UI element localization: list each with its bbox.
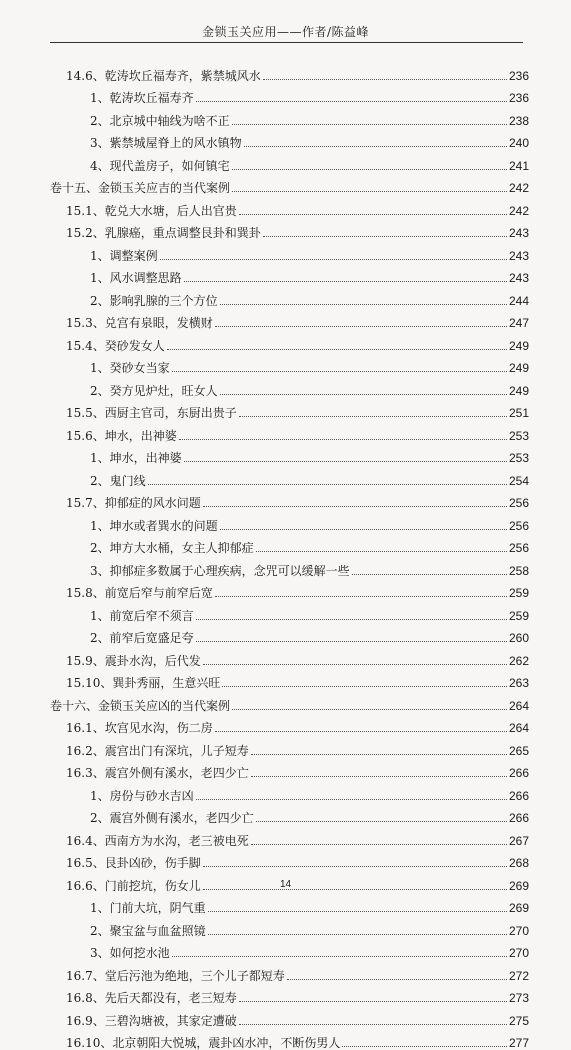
toc-entry-title: 1、房份与砂水吉凶 (90, 789, 194, 803)
dot-leader (239, 416, 507, 417)
toc-entry-page: 236 (509, 69, 529, 83)
toc-entry-title: 3、如何挖水池 (90, 946, 170, 960)
toc-subsection-entry[interactable] (50, 240, 529, 263)
toc-entry-page: 243 (509, 271, 529, 285)
toc-entry-title: 15.3、兑宫有泉眼，发横财 (66, 316, 213, 330)
dot-leader (256, 551, 507, 552)
toc-section-entry[interactable] (50, 668, 529, 691)
toc-entry-page: 259 (509, 586, 529, 600)
toc-entry-page: 272 (509, 969, 529, 983)
running-header: 金锁玉关应用——作者/陈益峰 (0, 23, 571, 40)
toc-subsection-entry[interactable] (50, 623, 529, 646)
toc-entry-page: 265 (509, 744, 529, 758)
toc-entry-page: 247 (509, 316, 529, 330)
dot-leader (251, 754, 507, 755)
toc-entry-title: 15.8、前宽后窄与前窄后宽 (66, 586, 213, 600)
dot-leader (232, 191, 507, 192)
dot-leader (203, 506, 507, 507)
toc-subsection-entry[interactable] (50, 83, 529, 106)
toc-entry-title: 4、现代盖房子，如何镇宅 (90, 159, 230, 173)
dot-leader (196, 101, 507, 102)
toc-entry-title: 16.10、北京朝阳大悦城，震卦凶水冲，不断伤男人 (66, 1036, 340, 1050)
toc-section-entry[interactable] (50, 713, 529, 736)
toc-subsection-entry[interactable] (50, 510, 529, 533)
toc-section-entry[interactable] (50, 60, 529, 83)
toc-section-entry[interactable] (50, 1028, 529, 1050)
dot-leader (148, 484, 507, 485)
toc-entry-title: 2、坤方大水桶，女主人抑郁症 (90, 541, 254, 555)
toc-entry-page: 253 (509, 451, 529, 465)
toc-subsection-entry[interactable] (50, 780, 529, 803)
toc-entry-page: 267 (509, 834, 529, 848)
toc-entry-page: 256 (509, 519, 529, 533)
toc-entry-title: 15.6、坤水，出神婆 (66, 429, 177, 443)
dot-leader (244, 146, 507, 147)
toc-entry-page: 249 (509, 361, 529, 375)
toc-entry-page: 244 (509, 294, 529, 308)
toc-entry-page: 270 (509, 946, 529, 960)
dot-leader (239, 1024, 507, 1025)
toc-entry-title: 15.4、癸砂发女人 (66, 339, 165, 353)
toc-entry-title: 2、前窄后宽盛足夸 (90, 631, 194, 645)
toc-subsection-entry[interactable] (50, 105, 529, 128)
dot-leader (215, 326, 507, 327)
toc-entry-title: 15.1、乾兑大水塘，后人出官贵 (66, 204, 237, 218)
dot-leader (196, 799, 507, 800)
toc-subsection-entry[interactable] (50, 353, 529, 376)
toc-entry-page: 256 (509, 496, 529, 510)
toc-section-entry[interactable] (50, 825, 529, 848)
toc-entry-page: 266 (509, 766, 529, 780)
toc-entry-page: 243 (509, 226, 529, 240)
toc-entry-page: 262 (509, 654, 529, 668)
toc-entry-title: 15.9、震卦水沟，后代发 (66, 654, 201, 668)
toc-entry-page: 236 (509, 91, 529, 105)
toc-entry-title: 3、抑郁症多数属于心理疾病，念咒可以缓解一些 (90, 564, 350, 578)
dot-leader (208, 934, 507, 935)
toc-section-entry[interactable] (50, 195, 529, 218)
toc-subsection-entry[interactable] (50, 150, 529, 173)
toc-entry-title: 2、北京城中轴线为啥不正 (90, 114, 230, 128)
toc-section-entry[interactable] (50, 960, 529, 983)
dot-leader (172, 371, 507, 372)
toc-entry-title: 1、坤水或者巽水的问题 (90, 519, 218, 533)
toc-entry-page: 269 (509, 901, 529, 915)
toc-entry-title: 16.3、震宫外侧有溪水，老四少亡 (66, 766, 249, 780)
toc-entry-title: 16.7、堂后污池为绝地，三个儿子都短寿 (66, 969, 285, 983)
dot-leader (352, 574, 507, 575)
toc-entry-page: 260 (509, 631, 529, 645)
toc-subsection-entry[interactable] (50, 938, 529, 961)
dot-leader (184, 281, 507, 282)
toc-entry-page: 268 (509, 856, 529, 870)
toc-section-entry[interactable] (50, 735, 529, 758)
toc-entry-page: 275 (509, 1014, 529, 1028)
toc-entry-title: 16.6、门前挖坑，伤女儿 (66, 879, 201, 893)
toc-volume-entry[interactable] (50, 173, 529, 196)
toc-subsection-entry[interactable] (50, 893, 529, 916)
toc-section-entry[interactable] (50, 218, 529, 241)
toc-entry-title: 2、鬼门线 (90, 474, 146, 488)
toc-entry-page: 256 (509, 541, 529, 555)
toc-volume-entry[interactable] (50, 690, 529, 713)
toc-entry-title: 16.8、先后天都没有，老三短寿 (66, 991, 237, 1005)
toc-entry-page: 241 (509, 159, 529, 173)
toc-entry-page: 264 (509, 699, 529, 713)
dot-leader (263, 79, 507, 80)
toc-entry-page: 242 (509, 181, 529, 195)
dot-leader (256, 821, 507, 822)
toc-section-entry[interactable] (50, 645, 529, 668)
toc-entry-title: 1、乾涛坎丘福寿齐 (90, 91, 194, 105)
toc-entry-title: 16.9、三碧沟塘被，其家定遭破 (66, 1014, 237, 1028)
toc-entry-title: 2、影响乳腺的三个方位 (90, 294, 218, 308)
toc-entry-title: 16.5、艮卦凶砂，伤手脚 (66, 856, 201, 870)
table-of-contents (50, 60, 529, 1050)
toc-entry-page: 249 (509, 384, 529, 398)
toc-entry-page: 243 (509, 249, 529, 263)
toc-entry-title: 16.1、坎宫见水沟，伤二房 (66, 721, 213, 735)
dot-leader (196, 641, 507, 642)
toc-section-entry[interactable] (50, 308, 529, 331)
toc-entry-page: 277 (509, 1036, 529, 1050)
toc-entry-page: 264 (509, 721, 529, 735)
toc-entry-page: 273 (509, 991, 529, 1005)
toc-entry-title: 1、风水调整思路 (90, 271, 182, 285)
toc-entry-title: 14.6、乾涛坎丘福寿齐，紫禁城风水 (66, 69, 261, 83)
dot-leader (184, 461, 507, 462)
toc-entry-page: 253 (509, 429, 529, 443)
dot-leader (232, 709, 507, 710)
toc-entry-title: 16.2、震宫出门有深坑，儿子短寿 (66, 744, 249, 758)
toc-section-entry[interactable] (50, 578, 529, 601)
toc-entry-page: 251 (509, 406, 529, 420)
toc-section-entry[interactable] (50, 330, 529, 353)
toc-subsection-entry[interactable] (50, 443, 529, 466)
toc-entry-title: 卷十六、金锁玉关应凶的当代案例 (50, 699, 230, 713)
dot-leader (203, 866, 507, 867)
toc-entry-title: 16.4、西南方为水沟，老三被电死 (66, 834, 249, 848)
dot-leader (160, 259, 507, 260)
dot-leader (239, 1001, 507, 1002)
toc-subsection-entry[interactable] (50, 375, 529, 398)
toc-section-entry[interactable] (50, 398, 529, 421)
toc-section-entry[interactable] (50, 758, 529, 781)
dot-leader (220, 304, 507, 305)
toc-section-entry[interactable] (50, 420, 529, 443)
toc-section-entry[interactable] (50, 488, 529, 511)
toc-subsection-entry[interactable] (50, 600, 529, 623)
toc-entry-title: 2、癸方见炉灶，旺女人 (90, 384, 218, 398)
dot-leader (215, 731, 507, 732)
toc-subsection-entry[interactable] (50, 465, 529, 488)
toc-entry-page: 270 (509, 924, 529, 938)
dot-leader (220, 394, 507, 395)
toc-entry-title: 1、调整案例 (90, 249, 158, 263)
toc-section-entry[interactable] (50, 848, 529, 871)
header-divider (50, 42, 523, 43)
dot-leader (172, 956, 507, 957)
dot-leader (222, 686, 507, 687)
toc-entry-page: 266 (509, 789, 529, 803)
toc-entry-page: 269 (509, 879, 529, 893)
dot-leader (167, 349, 507, 350)
toc-entry-page: 242 (509, 204, 529, 218)
dot-leader (287, 979, 507, 980)
toc-entry-page: 238 (509, 114, 529, 128)
toc-entry-title: 1、癸砂女当家 (90, 361, 170, 375)
dot-leader (342, 1046, 507, 1047)
dot-leader (232, 124, 507, 125)
dot-leader (239, 214, 507, 215)
dot-leader (251, 844, 507, 845)
dot-leader (215, 596, 507, 597)
toc-entry-title: 15.7、抑郁症的风水问题 (66, 496, 201, 510)
toc-entry-page: 254 (509, 474, 529, 488)
toc-entry-title: 2、聚宝盆与血盆照镜 (90, 924, 206, 938)
dot-leader (232, 169, 507, 170)
dot-leader (196, 619, 507, 620)
toc-section-entry[interactable] (50, 1005, 529, 1028)
dot-leader (208, 911, 507, 912)
toc-subsection-entry[interactable] (50, 915, 529, 938)
toc-entry-page: 249 (509, 339, 529, 353)
toc-entry-title: 15.10、巽卦秀丽，生意兴旺 (66, 676, 220, 690)
toc-entry-title: 1、门前大坑，阴气重 (90, 901, 206, 915)
toc-section-entry[interactable] (50, 983, 529, 1006)
toc-entry-page: 263 (509, 676, 529, 690)
toc-entry-page: 258 (509, 564, 529, 578)
toc-entry-page: 266 (509, 811, 529, 825)
toc-entry-title: 3、紫禁城屋脊上的风水镇物 (90, 136, 242, 150)
dot-leader (220, 529, 507, 530)
toc-subsection-entry[interactable] (50, 263, 529, 286)
toc-entry-title: 卷十五、金锁玉关应吉的当代案例 (50, 181, 230, 195)
toc-subsection-entry[interactable] (50, 555, 529, 578)
toc-entry-title: 15.5、西厨主官司，东厨出贵子 (66, 406, 237, 420)
toc-entry-page: 259 (509, 609, 529, 623)
toc-entry-title: 15.2、乳腺癌，重点调整艮卦和巽卦 (66, 226, 261, 240)
toc-entry-title: 1、坤水，出神婆 (90, 451, 182, 465)
dot-leader (179, 439, 507, 440)
dot-leader (263, 236, 507, 237)
toc-entry-title: 1、前宽后窄不须言 (90, 609, 194, 623)
toc-subsection-entry[interactable] (50, 285, 529, 308)
toc-entry-title: 2、震宫外侧有溪水，老四少亡 (90, 811, 254, 825)
toc-subsection-entry[interactable] (50, 128, 529, 151)
toc-subsection-entry[interactable] (50, 803, 529, 826)
page-number: 14 (0, 879, 571, 890)
dot-leader (203, 664, 507, 665)
toc-subsection-entry[interactable] (50, 533, 529, 556)
toc-entry-page: 240 (509, 136, 529, 150)
dot-leader (251, 776, 507, 777)
